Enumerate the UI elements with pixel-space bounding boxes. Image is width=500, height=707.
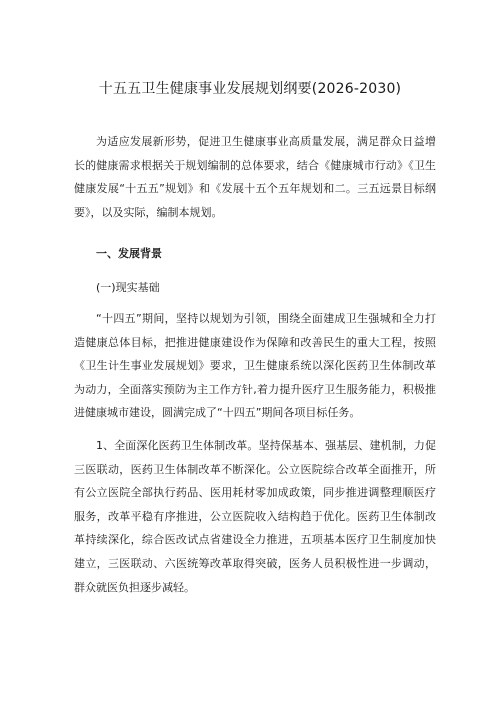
document-title: 十五五卫生健康事业发展规划纲要(2026-2030) xyxy=(98,81,402,97)
subsection-heading-foundation: (一)现实基础 xyxy=(96,281,160,294)
intro-paragraph: 为适应发展新形势，促进卫生健康事业高质量发展，满足群众日益增长的健康需求根据关于规划编制的总体要求，结合《健康城市行动》《卫生健康发展“十五五”规划》和《发展十五个五年规划和二。三五远景目标纲要》，以及实际，编制本规划。 xyxy=(74,135,436,219)
reform-paragraph: 1、全面深化医药卫生体制改革。坚持保基本、强基层、建机制，力促三医联动，医药卫生体制改革不断深化。公立医院综合改革全面推开，所有公立医院全部执行药品、医用耗材零加成政策，同步推进调整理顺医疗服务，改革平稳有序推进，公立医院收入结构趋于优化。医药卫生体制改革持续深化，综合医改试点省建设全力推进，五项基本医疗卫生制度加快建立，三医联动、六医统筹改革取得突破，医务人员积极性进一步调动，群众就医负担逐步减轻。 xyxy=(74,439,436,594)
background-paragraph: “十四五”期间，坚持以规划为引领，围绕全面建成卫生强城和全力打造健康总体目标，把推进健康建设作为保障和改善民生的重大工程，按照《卫生计生事业发展规划》要求，卫生健康系统以深化医药卫生体制改革为动力，全面落实预防为主工作方针,着力提升医疗卫生服务能力，积极推进健康城市建设，圆满完成了“十四五”期间各项目标任务。 xyxy=(74,312,436,420)
section-heading-background: 一、发展背景 xyxy=(96,247,162,260)
